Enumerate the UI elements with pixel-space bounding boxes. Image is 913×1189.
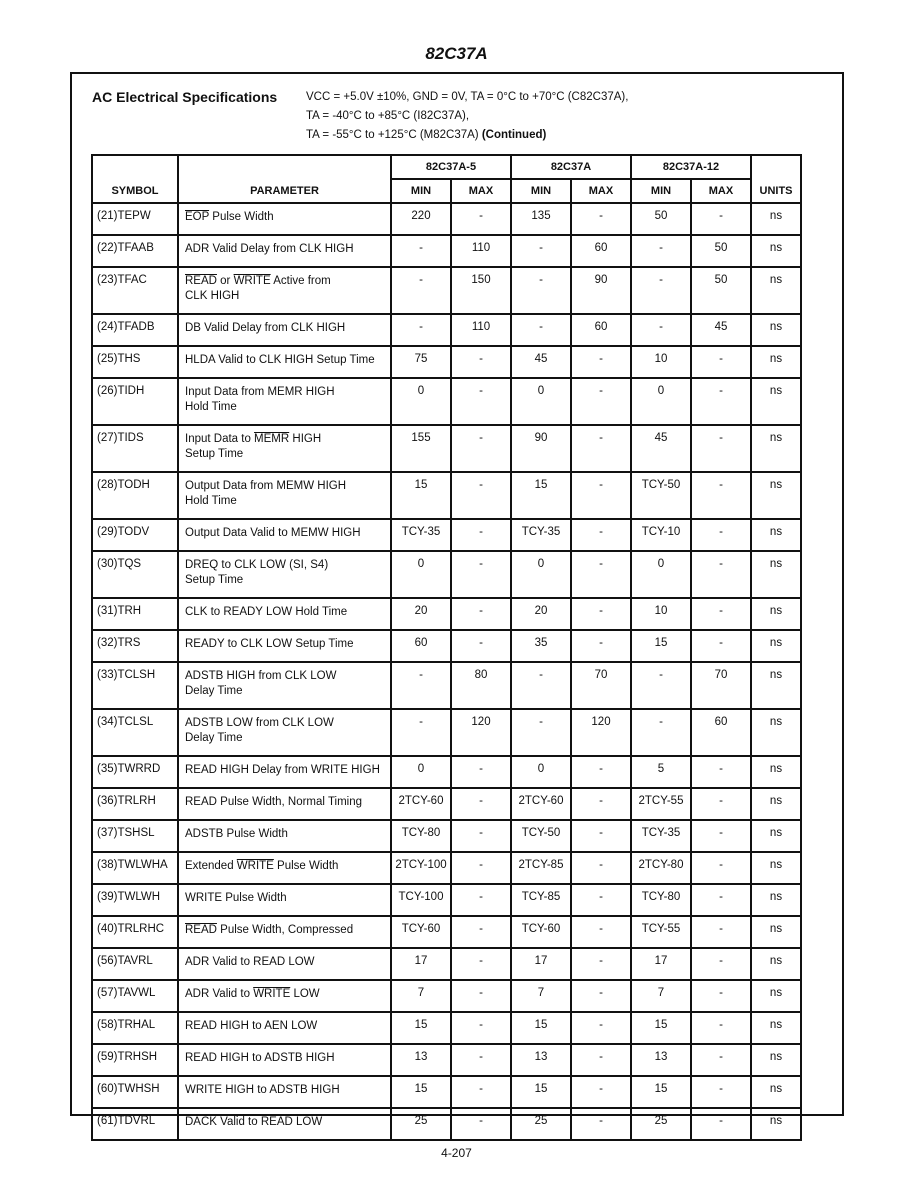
group-header-82c37a: 82C37A	[511, 155, 631, 179]
min-value-cell: -	[391, 267, 451, 314]
units-cell: ns	[751, 820, 801, 852]
table-row	[92, 916, 801, 948]
table-row	[92, 598, 801, 630]
symbol-header: SYMBOL	[92, 155, 178, 203]
condition-line-3	[306, 126, 766, 145]
table-row	[92, 980, 801, 1012]
symbol-cell: (23)TFAC	[92, 267, 178, 314]
table-row	[92, 378, 801, 425]
min-value-cell: TCY-85	[511, 884, 571, 916]
max-value-cell: 110	[451, 235, 511, 267]
min-value-cell: -	[391, 314, 451, 346]
max-value-cell: -	[571, 884, 631, 916]
max-value-cell: -	[691, 1108, 751, 1140]
max-value-cell: -	[691, 820, 751, 852]
max-value-cell: -	[451, 378, 511, 425]
min-value-cell: 2TCY-60	[391, 788, 451, 820]
min-value-cell: -	[631, 267, 691, 314]
max-value-cell: -	[451, 788, 511, 820]
min-value-cell: TCY-60	[511, 916, 571, 948]
max-value-cell: -	[451, 1108, 511, 1140]
min-value-cell: TCY-80	[391, 820, 451, 852]
parameter-cell: READ Pulse Width, Normal Timing	[178, 788, 391, 820]
min-value-cell: 2TCY-80	[631, 852, 691, 884]
max-value-cell: -	[691, 598, 751, 630]
min-value-cell: 2TCY-60	[511, 788, 571, 820]
table-row	[92, 788, 801, 820]
symbol-cell: (25)THS	[92, 346, 178, 378]
units-cell: ns	[751, 630, 801, 662]
section-title: AC Electrical Specifications	[92, 89, 278, 105]
parameter-cell: READ HIGH to ADSTB HIGH	[178, 1044, 391, 1076]
min-value-cell: 25	[511, 1108, 571, 1140]
active-low-signal: WRITE	[236, 860, 274, 872]
max-value-cell: -	[571, 598, 631, 630]
min-value-cell: 90	[511, 425, 571, 472]
symbol-cell: (34)TCLSL	[92, 709, 178, 756]
parameter-cell: WRITE Pulse Width	[178, 884, 391, 916]
active-low-signal: WRITE	[253, 988, 291, 1000]
min-value-cell: 20	[391, 598, 451, 630]
parameter-cell: ADSTB LOW from CLK LOW Delay Time	[178, 709, 391, 756]
max-value-cell: -	[571, 519, 631, 551]
symbol-cell: (22)TFAAB	[92, 235, 178, 267]
parameter-cell: ADSTB Pulse Width	[178, 820, 391, 852]
max-value-cell: -	[451, 852, 511, 884]
max-value-cell: -	[571, 425, 631, 472]
units-cell: ns	[751, 203, 801, 235]
table-row	[92, 346, 801, 378]
min-value-cell: 15	[631, 1012, 691, 1044]
condition-line-3-text: TA = -55°C to +125°C (M82C37A)	[306, 129, 479, 141]
parameter-cell: WRITE HIGH to ADSTB HIGH	[178, 1076, 391, 1108]
max-value-cell: -	[691, 346, 751, 378]
max-value-cell: -	[691, 948, 751, 980]
min-value-cell: 15	[511, 472, 571, 519]
max-header: MAX	[691, 179, 751, 203]
min-value-cell: 25	[631, 1108, 691, 1140]
min-value-cell: TCY-35	[391, 519, 451, 551]
units-cell: ns	[751, 788, 801, 820]
units-cell: ns	[751, 378, 801, 425]
parameter-cell: READY to CLK LOW Setup Time	[178, 630, 391, 662]
symbol-cell: (58)TRHAL	[92, 1012, 178, 1044]
min-value-cell: -	[511, 314, 571, 346]
min-value-cell: 15	[631, 1076, 691, 1108]
max-value-cell: -	[451, 519, 511, 551]
units-cell: ns	[751, 472, 801, 519]
units-header: UNITS	[751, 155, 801, 203]
max-value-cell: -	[451, 630, 511, 662]
units-cell: ns	[751, 551, 801, 598]
max-value-cell: -	[451, 948, 511, 980]
max-value-cell: -	[691, 756, 751, 788]
table-row	[92, 884, 801, 916]
symbol-cell: (27)TIDS	[92, 425, 178, 472]
max-value-cell: -	[571, 378, 631, 425]
symbol-cell: (21)TEPW	[92, 203, 178, 235]
min-value-cell: TCY-55	[631, 916, 691, 948]
min-value-cell: -	[391, 662, 451, 709]
min-value-cell: 45	[511, 346, 571, 378]
table-row	[92, 267, 801, 314]
max-value-cell: -	[571, 630, 631, 662]
max-value-cell: 80	[451, 662, 511, 709]
units-cell: ns	[751, 980, 801, 1012]
min-value-cell: 7	[511, 980, 571, 1012]
table-row	[92, 948, 801, 980]
symbol-cell: (31)TRH	[92, 598, 178, 630]
max-value-cell: 120	[571, 709, 631, 756]
units-cell: ns	[751, 1076, 801, 1108]
units-cell: ns	[751, 425, 801, 472]
units-cell: ns	[751, 884, 801, 916]
min-value-cell: -	[391, 709, 451, 756]
symbol-cell: (33)TCLSH	[92, 662, 178, 709]
active-low-signal: READ	[185, 924, 217, 936]
units-cell: ns	[751, 1012, 801, 1044]
max-value-cell: -	[451, 1076, 511, 1108]
min-value-cell: TCY-60	[391, 916, 451, 948]
symbol-cell: (36)TRLRH	[92, 788, 178, 820]
max-value-cell: -	[451, 980, 511, 1012]
symbol-cell: (24)TFADB	[92, 314, 178, 346]
max-value-cell: -	[571, 551, 631, 598]
max-value-cell: -	[571, 852, 631, 884]
max-value-cell: 150	[451, 267, 511, 314]
max-value-cell: -	[451, 916, 511, 948]
min-value-cell: -	[511, 235, 571, 267]
max-value-cell: -	[571, 346, 631, 378]
min-value-cell: 0	[391, 756, 451, 788]
min-value-cell: 45	[631, 425, 691, 472]
min-value-cell: -	[631, 662, 691, 709]
active-low-signal: $\overline{EOP}$	[185, 211, 210, 223]
table-row	[92, 1076, 801, 1108]
table-row	[92, 1012, 801, 1044]
max-value-cell: -	[691, 519, 751, 551]
max-value-cell: -	[691, 425, 751, 472]
max-value-cell: -	[451, 472, 511, 519]
parameter-cell: ADSTB HIGH from CLK LOW Delay Time	[178, 662, 391, 709]
min-value-cell: 60	[391, 630, 451, 662]
units-cell: ns	[751, 1108, 801, 1140]
symbol-cell: (59)TRHSH	[92, 1044, 178, 1076]
table-row	[92, 235, 801, 267]
units-cell: ns	[751, 267, 801, 314]
symbol-cell: (56)TAVRL	[92, 948, 178, 980]
units-cell: ns	[751, 598, 801, 630]
units-cell: ns	[751, 916, 801, 948]
min-value-cell: 15	[391, 1012, 451, 1044]
max-value-cell: 45	[691, 314, 751, 346]
min-value-cell: 135	[511, 203, 571, 235]
max-value-cell: 60	[571, 314, 631, 346]
min-value-cell: 155	[391, 425, 451, 472]
max-value-cell: -	[571, 203, 631, 235]
max-value-cell: -	[571, 756, 631, 788]
max-value-cell: 60	[571, 235, 631, 267]
min-value-cell: 7	[631, 980, 691, 1012]
min-value-cell: TCY-80	[631, 884, 691, 916]
table-row	[92, 1044, 801, 1076]
table-row	[92, 662, 801, 709]
max-value-cell: -	[451, 425, 511, 472]
spec-table-body	[92, 203, 801, 1140]
group-header-82c37a-12: 82C37A-12	[631, 155, 751, 179]
min-header: MIN	[391, 179, 451, 203]
max-value-cell: -	[691, 916, 751, 948]
document-title: 82C37A	[425, 44, 488, 63]
max-value-cell: 110	[451, 314, 511, 346]
parameter-cell: DREQ to CLK LOW (SI, S4) Setup Time	[178, 551, 391, 598]
table-row	[92, 551, 801, 598]
symbol-cell: (61)TDVRL	[92, 1108, 178, 1140]
min-header: MIN	[631, 179, 691, 203]
spec-frame	[70, 72, 844, 1128]
symbol-cell: (40)TRLRHC	[92, 916, 178, 948]
symbol-cell: (38)TWLWHA	[92, 852, 178, 884]
units-cell: ns	[751, 235, 801, 267]
symbol-cell: (35)TWRRD	[92, 756, 178, 788]
table-row	[92, 203, 801, 235]
symbol-cell: (28)TODH	[92, 472, 178, 519]
min-value-cell: 0	[511, 756, 571, 788]
max-value-cell: -	[571, 916, 631, 948]
symbol-cell: (60)TWHSH	[92, 1076, 178, 1108]
max-value-cell: -	[691, 203, 751, 235]
min-value-cell: 0	[511, 378, 571, 425]
min-value-cell: 0	[391, 551, 451, 598]
symbol-cell: (37)TSHSL	[92, 820, 178, 852]
max-value-cell: 50	[691, 235, 751, 267]
min-value-cell: TCY-35	[511, 519, 571, 551]
max-value-cell: -	[451, 756, 511, 788]
max-value-cell: -	[691, 472, 751, 519]
max-value-cell: -	[451, 820, 511, 852]
parameter-cell: Input Data from MEMR HIGH Hold Time	[178, 378, 391, 425]
min-value-cell: 13	[631, 1044, 691, 1076]
parameter-cell: READ Pulse Width, Compressed	[178, 916, 391, 948]
max-value-cell: -	[571, 1108, 631, 1140]
max-header: MAX	[571, 179, 631, 203]
max-value-cell: -	[571, 948, 631, 980]
min-value-cell: -	[511, 709, 571, 756]
min-value-cell: 15	[391, 1076, 451, 1108]
parameter-cell: READ or WRITE Active from CLK HIGH	[178, 267, 391, 314]
parameter-cell: DACK Valid to READ LOW	[178, 1108, 391, 1140]
parameter-cell: DB Valid Delay from CLK HIGH	[178, 314, 391, 346]
active-low-signal: WRITE	[233, 275, 271, 287]
max-value-cell: -	[571, 1012, 631, 1044]
min-value-cell: 10	[631, 598, 691, 630]
min-value-cell: 2TCY-85	[511, 852, 571, 884]
max-value-cell: -	[691, 1012, 751, 1044]
parameter-header: PARAMETER	[178, 155, 391, 203]
parameter-cell: ADR Valid to WRITE LOW	[178, 980, 391, 1012]
min-value-cell: 13	[511, 1044, 571, 1076]
ac-spec-table	[91, 154, 802, 1141]
active-low-signal: MEMR	[254, 433, 290, 445]
units-cell: ns	[751, 662, 801, 709]
min-value-cell: TCY-50	[631, 472, 691, 519]
parameter-cell: READ HIGH Delay from WRITE HIGH	[178, 756, 391, 788]
table-row	[92, 314, 801, 346]
min-value-cell: -	[631, 314, 691, 346]
min-value-cell: TCY-10	[631, 519, 691, 551]
min-value-cell: 10	[631, 346, 691, 378]
min-value-cell: 13	[391, 1044, 451, 1076]
symbol-cell: (29)TODV	[92, 519, 178, 551]
units-cell: ns	[751, 1044, 801, 1076]
max-value-cell: 50	[691, 267, 751, 314]
max-header: MAX	[451, 179, 511, 203]
max-value-cell: -	[451, 598, 511, 630]
min-value-cell: 17	[511, 948, 571, 980]
max-value-cell: 120	[451, 709, 511, 756]
max-value-cell: -	[571, 788, 631, 820]
condition-line-1: VCC = +5.0V ±10%, GND = 0V, TA = 0°C to +70°C (C82C37A),	[306, 91, 629, 103]
max-value-cell: -	[571, 472, 631, 519]
max-value-cell: -	[691, 1076, 751, 1108]
min-value-cell: 15	[631, 630, 691, 662]
table-row	[92, 756, 801, 788]
max-value-cell: 70	[571, 662, 631, 709]
units-cell: ns	[751, 314, 801, 346]
table-row	[92, 425, 801, 472]
min-value-cell: TCY-100	[391, 884, 451, 916]
max-value-cell: -	[451, 884, 511, 916]
min-value-cell: 15	[511, 1076, 571, 1108]
min-header: MIN	[511, 179, 571, 203]
min-value-cell: -	[631, 235, 691, 267]
symbol-cell: (39)TWLWH	[92, 884, 178, 916]
min-value-cell: 220	[391, 203, 451, 235]
test-conditions	[306, 88, 766, 145]
min-value-cell: 7	[391, 980, 451, 1012]
active-low-signal: READ	[185, 275, 217, 287]
parameter-cell: Output Data Valid to MEMW HIGH	[178, 519, 391, 551]
min-value-cell: 0	[391, 378, 451, 425]
max-value-cell: -	[451, 203, 511, 235]
units-cell: ns	[751, 852, 801, 884]
condition-line-2: TA = -40°C to +85°C (I82C37A),	[306, 110, 470, 122]
max-value-cell: -	[691, 1044, 751, 1076]
max-value-cell: -	[691, 378, 751, 425]
max-value-cell: -	[451, 346, 511, 378]
min-value-cell: 0	[631, 378, 691, 425]
max-value-cell: -	[571, 1044, 631, 1076]
min-value-cell: 0	[511, 551, 571, 598]
table-row	[92, 519, 801, 551]
max-value-cell: -	[451, 1012, 511, 1044]
table-row	[92, 1108, 801, 1140]
group-header-82c37a-5: 82C37A-5	[391, 155, 511, 179]
max-value-cell: 70	[691, 662, 751, 709]
page-number: 4-207	[441, 1146, 472, 1160]
max-value-cell: -	[691, 980, 751, 1012]
table-row	[92, 472, 801, 519]
parameter-cell: ADR Valid to READ LOW	[178, 948, 391, 980]
continued-label: (Continued)	[481, 129, 547, 141]
symbol-cell: (32)TRS	[92, 630, 178, 662]
min-value-cell: -	[511, 267, 571, 314]
max-value-cell: -	[571, 820, 631, 852]
units-cell: ns	[751, 756, 801, 788]
max-value-cell: -	[571, 980, 631, 1012]
min-value-cell: 2TCY-55	[631, 788, 691, 820]
max-value-cell: -	[691, 630, 751, 662]
min-value-cell: 25	[391, 1108, 451, 1140]
min-value-cell: 75	[391, 346, 451, 378]
min-value-cell: TCY-50	[511, 820, 571, 852]
parameter-cell: HLDA Valid to CLK HIGH Setup Time	[178, 346, 391, 378]
min-value-cell: 35	[511, 630, 571, 662]
min-value-cell: 15	[511, 1012, 571, 1044]
max-value-cell: 60	[691, 709, 751, 756]
min-value-cell: TCY-35	[631, 820, 691, 852]
table-row	[92, 852, 801, 884]
table-row	[92, 820, 801, 852]
min-value-cell: 2TCY-100	[391, 852, 451, 884]
min-value-cell: -	[511, 662, 571, 709]
min-value-cell: 17	[391, 948, 451, 980]
max-value-cell: -	[451, 551, 511, 598]
parameter-cell: READ HIGH to AEN LOW	[178, 1012, 391, 1044]
max-value-cell: -	[691, 852, 751, 884]
max-value-cell: -	[571, 1076, 631, 1108]
parameter-cell: $\overline{EOP}$ Pulse Width	[178, 203, 391, 235]
parameter-cell: Output Data from MEMW HIGH Hold Time	[178, 472, 391, 519]
units-cell: ns	[751, 709, 801, 756]
parameter-cell: Input Data to MEMR HIGH Setup Time	[178, 425, 391, 472]
max-value-cell: -	[691, 788, 751, 820]
min-value-cell: 20	[511, 598, 571, 630]
units-cell: ns	[751, 519, 801, 551]
parameter-cell: ADR Valid Delay from CLK HIGH	[178, 235, 391, 267]
table-row	[92, 630, 801, 662]
min-value-cell: 15	[391, 472, 451, 519]
max-value-cell: 90	[571, 267, 631, 314]
symbol-cell: (30)TQS	[92, 551, 178, 598]
min-value-cell: -	[631, 709, 691, 756]
symbol-cell: (26)TIDH	[92, 378, 178, 425]
min-value-cell: 17	[631, 948, 691, 980]
min-value-cell: 5	[631, 756, 691, 788]
units-cell: ns	[751, 346, 801, 378]
parameter-cell: Extended WRITE Pulse Width	[178, 852, 391, 884]
min-value-cell: 0	[631, 551, 691, 598]
parameter-cell: CLK to READY LOW Hold Time	[178, 598, 391, 630]
min-value-cell: 50	[631, 203, 691, 235]
max-value-cell: -	[691, 551, 751, 598]
units-cell: ns	[751, 948, 801, 980]
max-value-cell: -	[691, 884, 751, 916]
min-value-cell: -	[391, 235, 451, 267]
max-value-cell: -	[451, 1044, 511, 1076]
symbol-cell: (57)TAVWL	[92, 980, 178, 1012]
table-row	[92, 709, 801, 756]
